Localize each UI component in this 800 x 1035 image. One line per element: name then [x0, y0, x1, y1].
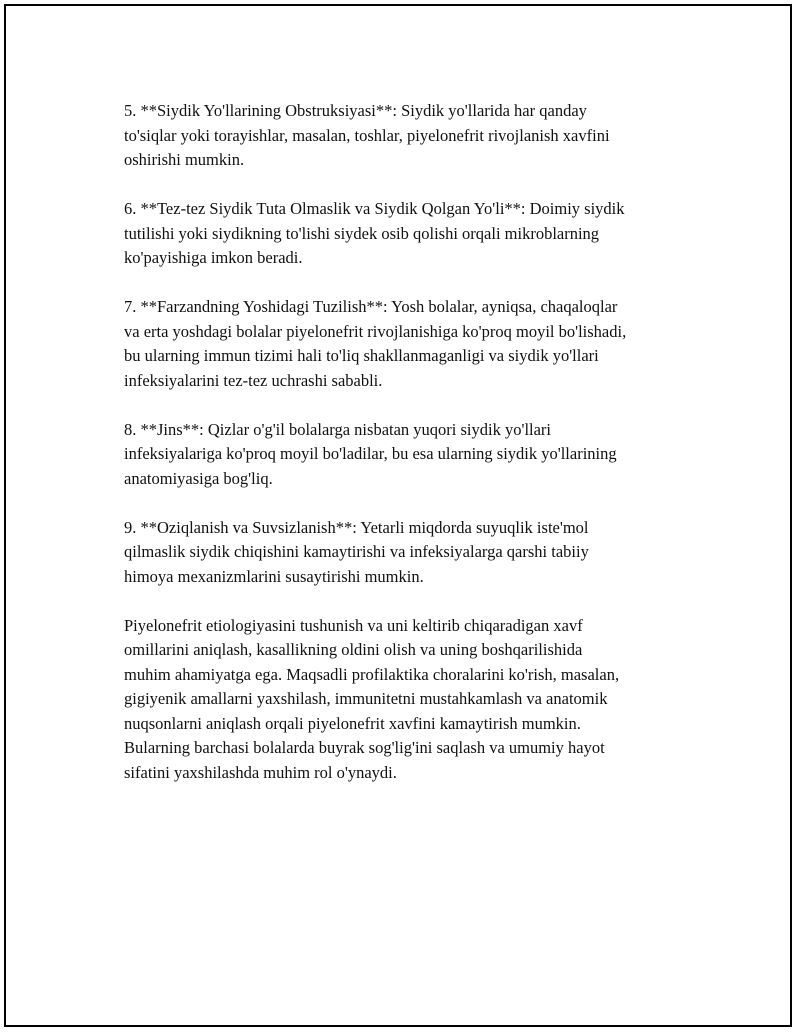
text-line: ko'payishiga imkon beradi.	[124, 248, 303, 267]
text-line: tutilishi yoki siydikning to'lishi siydek osib qolishi orqali mikroblarning	[124, 223, 600, 243]
text-line: anatomiyasiga bog'liq.	[124, 468, 273, 488]
text-line: bu ularning immun tizimi hali to'liq shakllanmaganligi va siydik yo'llari	[124, 346, 599, 365]
text-line: 8. **Jins**: Qizlar o'g'il bolalarga nisbatan yuqori siydik yo'llari	[124, 419, 552, 439]
text-line: nuqsonlarni aniqlash orqali piyelonefrit xavfini kamaytirish mumkin.	[124, 713, 581, 733]
text-line: 5. **Siydik Yo'llarining Obstruksiyasi**: Siydik yo'llarida har qanday	[124, 101, 587, 120]
text-line: qilmaslik siydik chiqishini kamaytirishi va infeksiyalarga qarshi tabiiy	[124, 542, 589, 561]
text-line: omillarini aniqlash, kasallikning oldini olish va uning boshqarilishida	[124, 640, 583, 659]
text-line: muhim ahamiyatga ega. Maqsadli profilaktika choralarini ko'rish, masalan,	[124, 664, 620, 684]
paragraph-item-6	[124, 197, 704, 271]
text-line: oshirishi mumkin.	[124, 150, 245, 169]
text-line: sifatini yaxshilashda muhim rol o'ynaydi.	[124, 762, 397, 782]
paragraph-item-7	[124, 295, 704, 393]
text-line: infeksiyalarini tez-tez uchrashi sababli.	[124, 370, 383, 390]
paragraph-conclusion	[124, 614, 704, 786]
text-line: 9. **Oziqlanish va Suvsizlanish**: Yetarli miqdorda suyuqlik iste'mol	[124, 517, 589, 537]
text-line: to'siqlar yoki torayishlar, masalan, toshlar, piyelonefrit rivojlanish xavfini	[124, 125, 610, 145]
paragraph-item-9	[124, 516, 704, 590]
text-line: infeksiyalariga ko'proq moyil bo'ladilar, bu esa ularning siydik yo'llarining	[124, 444, 617, 463]
text-line: himoya mexanizmlarini susaytirishi mumkin.	[124, 566, 424, 586]
paragraph-item-5	[124, 99, 704, 173]
text-line: Piyelonefrit etiologiyasini tushunish va uni keltirib chiqaradigan xavf	[124, 615, 583, 635]
page-border	[4, 4, 792, 1027]
text-line: va erta yoshdagi bolalar piyelonefrit rivojlanishiga ko'proq moyil bo'lishadi,	[124, 321, 627, 341]
paragraph-item-8	[124, 418, 704, 492]
text-line: 6. **Tez-tez Siydik Tuta Olmaslik va Siydik Qolgan Yo'li**: Doimiy siydik	[124, 199, 625, 218]
document-body	[124, 99, 704, 810]
text-line: 7. **Farzandning Yoshidagi Tuzilish**: Yosh bolalar, ayniqsa, chaqaloqlar	[124, 297, 618, 316]
text-line: Bularning barchasi bolalarda buyrak sog'lig'ini saqlash va umumiy hayot	[124, 738, 605, 757]
text-line: gigiyenik amallarni yaxshilash, immunitetni mustahkamlash va anatomik	[124, 689, 608, 708]
